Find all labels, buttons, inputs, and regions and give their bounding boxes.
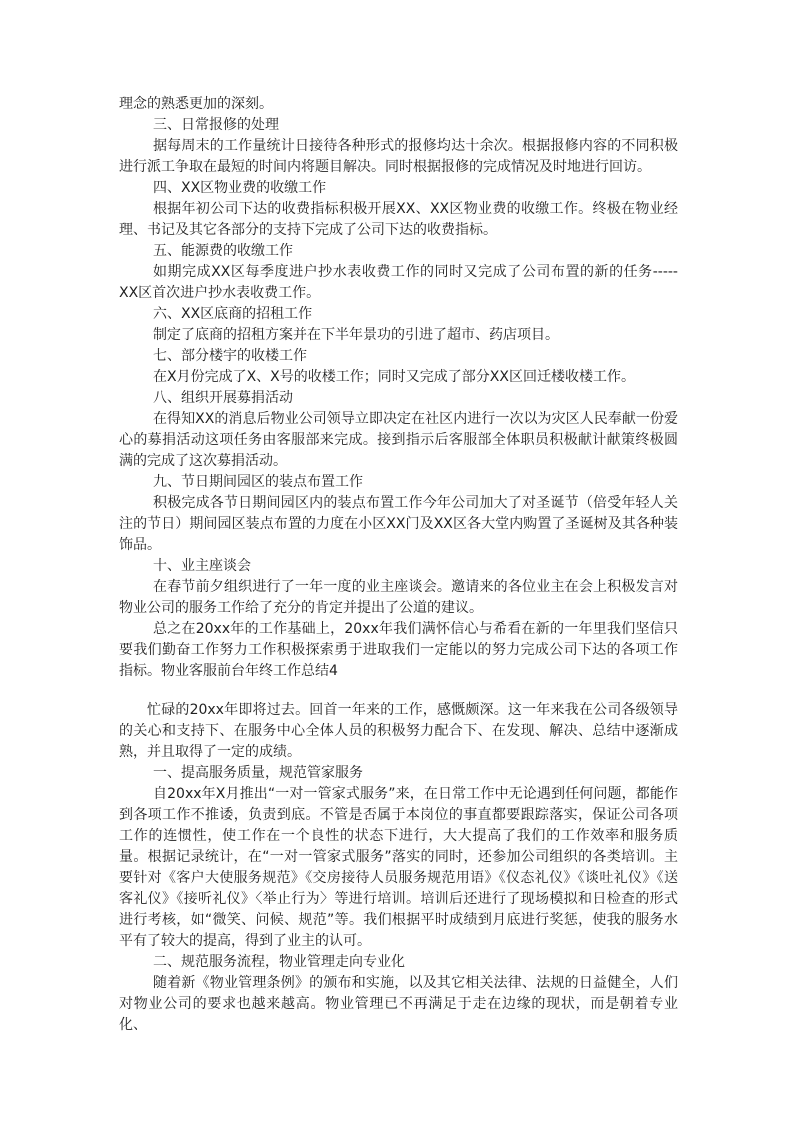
paragraph-service-quality: 自20xx年X月推出“一对一管家式服务”来，在日常工作中无论遇到任何问题，都能作到各项工作不推诿，负责到底。不管是否属于本岗位的事直都要跟踪落实，保证公司各项工作的连惯性，使工作在一个良性的状态下进行，大大提高了我们的工作效率和服务质量。根据记录统计，在“一对一管家式服务”落实的同时，还参加公司组织的各类培训。主要针对《客户大使服务规范》《交房接待人员服务规范用语》《仪态礼仪》《谈吐礼仪》《送客礼仪》《接听礼仪》〈举止行为〉等进行培训。培训后还进行了现场模拟和日检查的形式进行考核，如“微笑、问候、规范”等。我们根据平时成绩到月底进行奖惩，使我的服务水平有了较大的提高，得到了业主的认可。 <box>119 786 678 949</box>
section-heading-service-quality: 一、提高服务质量，规范管家服务 <box>153 765 363 781</box>
document-section-bottom <box>119 700 678 1036</box>
section-heading-service-process: 二、规范服务流程，物业管理走向专业化 <box>153 954 405 970</box>
section-heading-owner-forum: 十、业主座谈会 <box>153 558 251 574</box>
paragraph-energy-fee: 如期完成XX区每季度进户抄水表收费工作的同时又完成了公司布置的新的任务-----XX区首次进户抄水表收费工作。 <box>119 264 678 301</box>
paragraph-service-process: 随着新《物业管理条例》的颁布和实施，以及其它相关法律、法规的日益健全，人们对物业公司的要求也越来越高。物业管理已不再满足于走在边缘的现状，而是朝着专业化、 <box>119 975 678 1033</box>
paragraph-summary: 总之在20xx年的工作基础上，20xx年我们满怀信心与希看在新的一年里我们坚信只要我们勤奋工作努力工作积极探索勇于进取我们一定能以的努力完成公司下达的各项工作指标。物业客服前台年终工作总结4 <box>119 621 678 679</box>
section-heading-donation: 八、组织开展募捐活动 <box>153 390 293 406</box>
section-heading-property-fee: 四、XX区物业费的收缴工作 <box>153 180 327 196</box>
paragraph-intro: 忙碌的20xx年即将过去。回首一年来的工作，感慨颇深。这一年来我在公司各级领导的关心和支持下、在服务中心全体人员的积极努力配合下、在发现、解决、总结中逐渐成熟，并且取得了一定的成绩。 <box>119 702 678 760</box>
paragraph-property-fee: 根据年初公司下达的收费指标积极开展XX、XX区物业费的收缴工作。终极在物业经理、书记及其它各部分的支持下完成了公司下达的收费指标。 <box>119 201 678 238</box>
section-heading-energy-fee: 五、能源费的收缴工作 <box>153 243 293 259</box>
section-heading-repair: 三、日常报修的处理 <box>153 117 279 133</box>
paragraph-donation: 在得知XX的消息后物业公司领导立即决定在社区内进行一次以为灾区人民奉献一份爱心的募捐活动这项任务由客服部来完成。接到指示后客服部全体职员积极献计献策终极圆满的完成了这次募捐活动。 <box>119 411 678 469</box>
paragraph-repair: 据每周末的工作量统计日接待各种形式的报修均达十余次。根据报修内容的不同积极进行派工争取在最短的时间内将题目解决。同时根据报修的完成情况及时地进行回访。 <box>119 138 678 175</box>
paragraph-owner-forum: 在春节前夕组织进行了一年一度的业主座谈会。邀请来的各位业主在会上积极发言对物业公司的服务工作给了充分的肯定并提出了公道的建议。 <box>119 579 678 616</box>
section-heading-building-handover: 七、部分楼宇的收楼工作 <box>153 348 307 364</box>
paragraph-holiday-decoration: 积极完成各节日期间园区内的装点布置工作今年公司加大了对圣诞节（倍受年轻人关注的节日）期间园区装点布置的力度在小区XX门及XX区各大堂内购置了圣诞树及其各种装饰品。 <box>119 495 678 553</box>
document-section-top <box>119 94 678 682</box>
paragraph-building-handover: 在X月份完成了X、X号的收楼工作；同时又完成了部分XX区回迁楼收楼工作。 <box>153 369 635 385</box>
section-heading-shop-leasing: 六、XX区底商的招租工作 <box>153 306 313 322</box>
section-heading-holiday-decoration: 九、节日期间园区的装点布置工作 <box>153 474 363 490</box>
paragraph-shop-leasing: 制定了底商的招租方案并在下半年景功的引进了超市、药店项目。 <box>153 327 559 343</box>
paragraph-continuation: 理念的熟悉更加的深刻。 <box>119 96 273 112</box>
